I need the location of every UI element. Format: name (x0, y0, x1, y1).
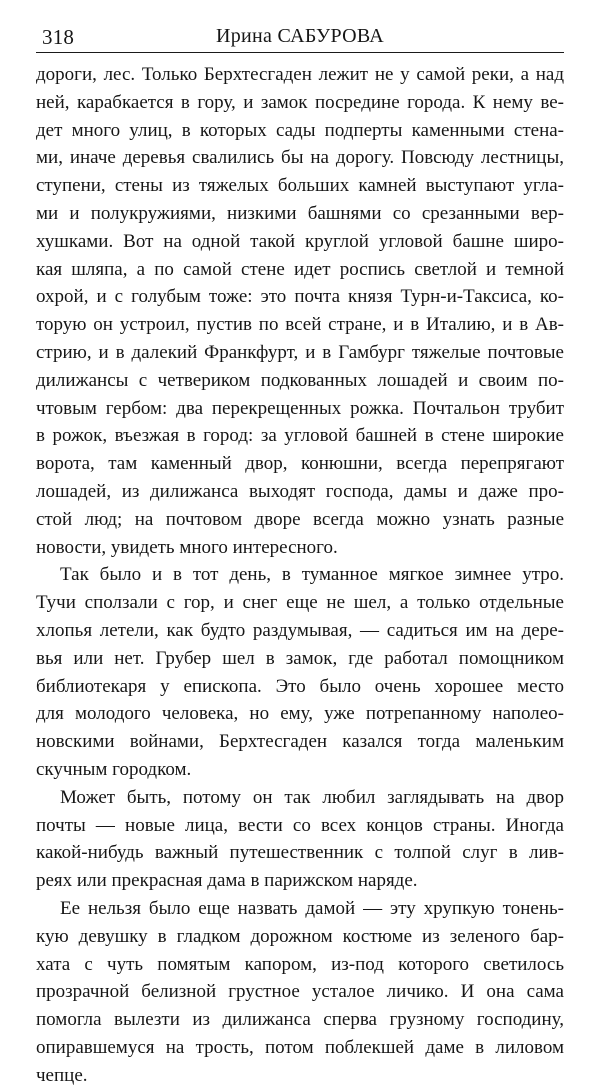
text-line: ступени, стены из тяжелых больших камней выступают угла- (36, 175, 564, 197)
running-head-author: Ирина САБУРОВА (216, 25, 384, 47)
text-line: новости, увидеть много интересного. (36, 536, 338, 558)
text-line: хата с чуть помятым капором, из-под которого светилось (36, 953, 564, 975)
text-line: реях или прекрасная дама в парижском наряде. (36, 870, 418, 892)
text-line: кая шляпа, а по самой стене идет роспись светлой и темной (36, 258, 564, 280)
text-line: хлопья летели, как будто раздумывая, — садиться им на дере- (36, 619, 564, 641)
text-line: ворота, там каменный двор, конюшни, всегда перепрягают (36, 453, 564, 475)
page-number: 318 (42, 25, 75, 49)
text-line: торую он устроил, пустив по всей стране, и в Италию, и в Ав- (36, 314, 564, 336)
text-line: библиотекаря у епископа. Это было очень хорошее место (36, 675, 564, 697)
text-line: опиравшемуся на трость, потом поблекшей даме в лиловом (36, 1036, 564, 1058)
text-line: Тучи сползали с гор, и снег еще не шел, а только отдельные (36, 592, 564, 614)
text-line: почты — новые лица, вести со всех концов страны. Иногда (36, 814, 564, 836)
text-line: охрой, и с голубым тоже: это почта князя Турн-и-Таксиса, ко- (36, 286, 564, 308)
text-line: прозрачной белизной грустное усталое личико. И она сама (36, 981, 564, 1003)
book-page (36, 22, 564, 1089)
text-line: в рожок, въезжая в город: за угловой башней в стене широкие (36, 425, 564, 447)
running-head (36, 22, 564, 53)
text-line: новскими войнами, Берхтесгаден казался тогда маленьким (36, 731, 564, 753)
text-line: дороги, лес. Только Берхтесгаден лежит не у самой реки, а над (36, 64, 564, 85)
text-line: помогла вылезти из дилижанса сперва грузному господину, (36, 1009, 564, 1031)
text-line: скучным городком. (36, 758, 192, 780)
text-line: Ее нельзя было еще назвать дамой — эту хрупкую тонень- (60, 897, 564, 919)
text-line: Может быть, потому он так любил заглядывать на двор (60, 786, 564, 808)
text-line: дилижансы с четвериком подкованных лошадей и своим по- (36, 369, 564, 391)
text-line: лошадей, из дилижанса выходят господа, дамы и даже про- (36, 480, 564, 502)
text-line: ми и полукружиями, низкими башнями со срезанными вер- (36, 202, 564, 224)
text-line: вья или нет. Грубер шел в замок, где работал помощником (36, 647, 564, 669)
text-line: стой люд; на почтовом дворе всегда можно узнать разные (36, 508, 564, 530)
text-line: для молодого человека, но ему, уже потрепанному наполео- (36, 703, 564, 725)
text-line: кую девушку в гладком дорожном костюме из зеленого бар- (36, 925, 564, 947)
text-line: Так было и в тот день, в туманное мягкое зимнее утро. (60, 564, 564, 586)
text-line: ней, карабкается в гору, и замок посредине города. К нему ве- (36, 91, 564, 113)
body-text (36, 61, 564, 1089)
text-line: хушками. Вот на одной такой круглой угловой башне широ- (36, 230, 564, 252)
text-line: чепце. (36, 1064, 88, 1086)
text-line: ми, иначе деревья свалились бы на дорогу. Повсюду лестницы, (36, 147, 564, 169)
text-line: какой-нибудь важный путешественник с толпой слуг в лив- (36, 842, 564, 864)
text-line: дет много улиц, в которых сады подперты каменными стена- (36, 119, 564, 141)
text-line: чтовым гербом: два перекрещенных рожка. Почтальон трубит (36, 397, 564, 419)
text-line: стрию, и в далекий Франкфурт, и в Гамбург тяжелые почтовые (36, 341, 564, 363)
